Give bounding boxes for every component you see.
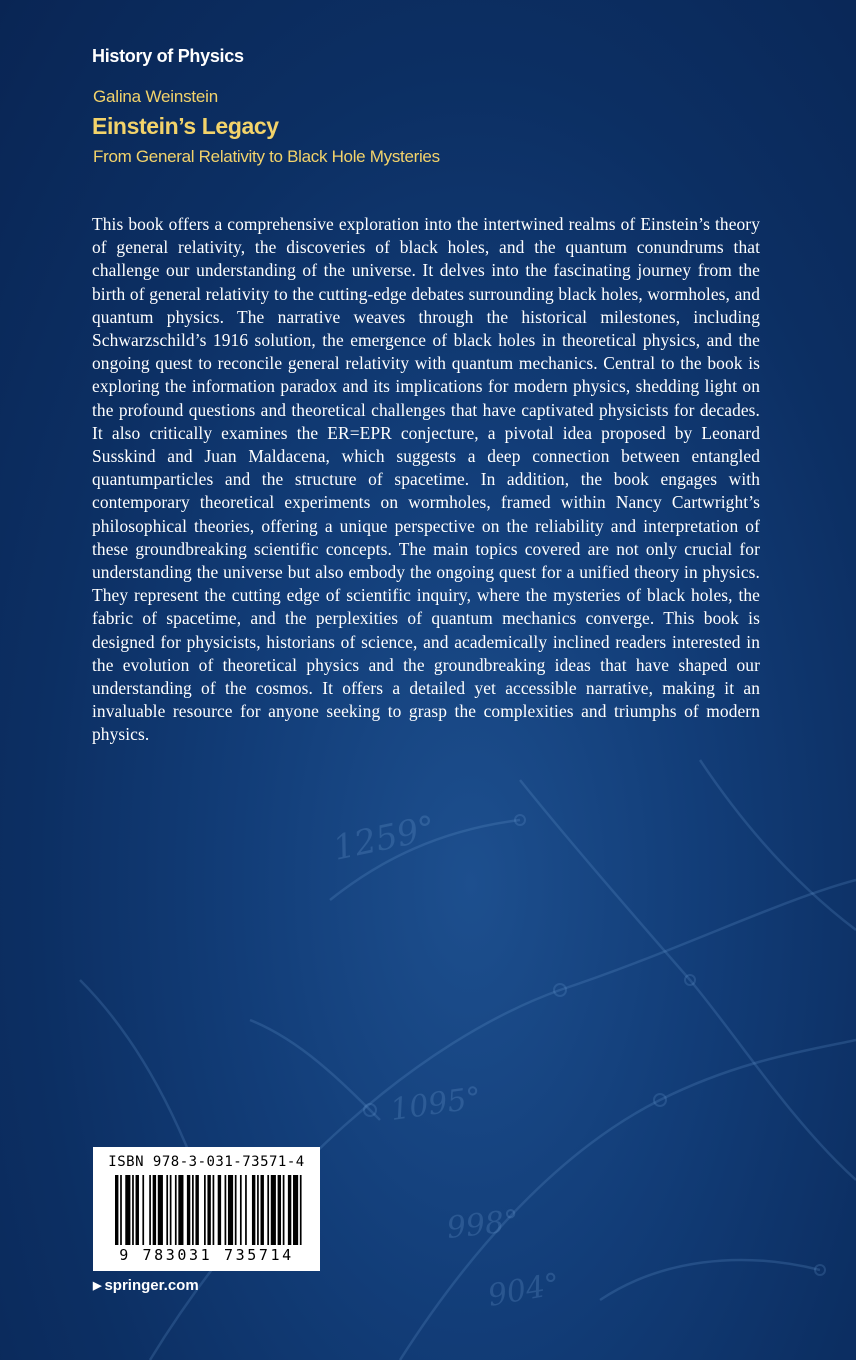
bg-label-998: 998° xyxy=(445,1203,521,1246)
bg-label-1259: 1259° xyxy=(329,808,440,869)
barcode-block xyxy=(93,1147,320,1271)
book-title: Einstein’s Legacy xyxy=(92,113,279,139)
publisher-url: springer.com xyxy=(104,1277,199,1294)
bg-label-1095: 1095° xyxy=(388,1080,484,1128)
barcode-icon xyxy=(115,1175,305,1245)
barcode-digits: 9 783031 735714 xyxy=(119,1246,294,1264)
book-subtitle: From General Relativity to Black Hole Mysteries xyxy=(93,147,440,166)
author-name: Galina Weinstein xyxy=(93,87,218,106)
arrow-right-icon: ▶ xyxy=(93,1280,102,1292)
series-name: History of Physics xyxy=(92,46,244,66)
bg-label-904: 904° xyxy=(485,1266,563,1314)
publisher-link[interactable] xyxy=(93,1277,199,1294)
book-description: This book offers a comprehensive exploration into the intertwined realms of Einstein’s theory of general relativity, the discoveries of black holes, and the quantum conundrums that challenge our understanding of the universe. It delves into the fascinating journey from the birth of general relativity to the cutting-edge debates surrounding black holes, wormholes, and quantum physics. The narrative weaves through the historical milestones, including Schwarzschild’s 1916 solution, the emergence of black holes in theoretical physics, and the ongoing quest to reconcile general relativity with quantum mechanics. Central to the book is exploring the information paradox and its implications for modern physics, shedding light on the profound questions and theoretical challenges that have captivated physicists for decades. It also critically examines the ER=EPR conjecture, a pivotal idea proposed by Leonard Susskind and Juan Maldacena, which suggests a deep connection between entangled quantumparticles and the structure of spacetime. In addition, the book engages with contemporary theoretical experiments on wormholes, framed within Nancy Cartwright’s philosophical theories, offering a unique perspective on the reliability and interpretation of these groundbreaking scientific concepts. The main topics covered are not only crucial for understanding the universe but also embody the ongoing quest for a unified theory in physics. They represent the cutting edge of scientific inquiry, where the mysteries of black holes, the fabric of spacetime, and the perplexities of quantum mechanics converge. This book is designed for physicists, historians of science, and academically inclined readers interested in the evolution of theoretical physics and the groundbreaking ideas that have shaped our understanding of the cosmos. It offers a detailed yet accessible narrative, making it an invaluable resource for anyone seeking to grasp the complexities and triumphs of modern physics. xyxy=(92,214,760,745)
isbn-label: ISBN 978-3-031-73571-4 xyxy=(108,1154,305,1170)
